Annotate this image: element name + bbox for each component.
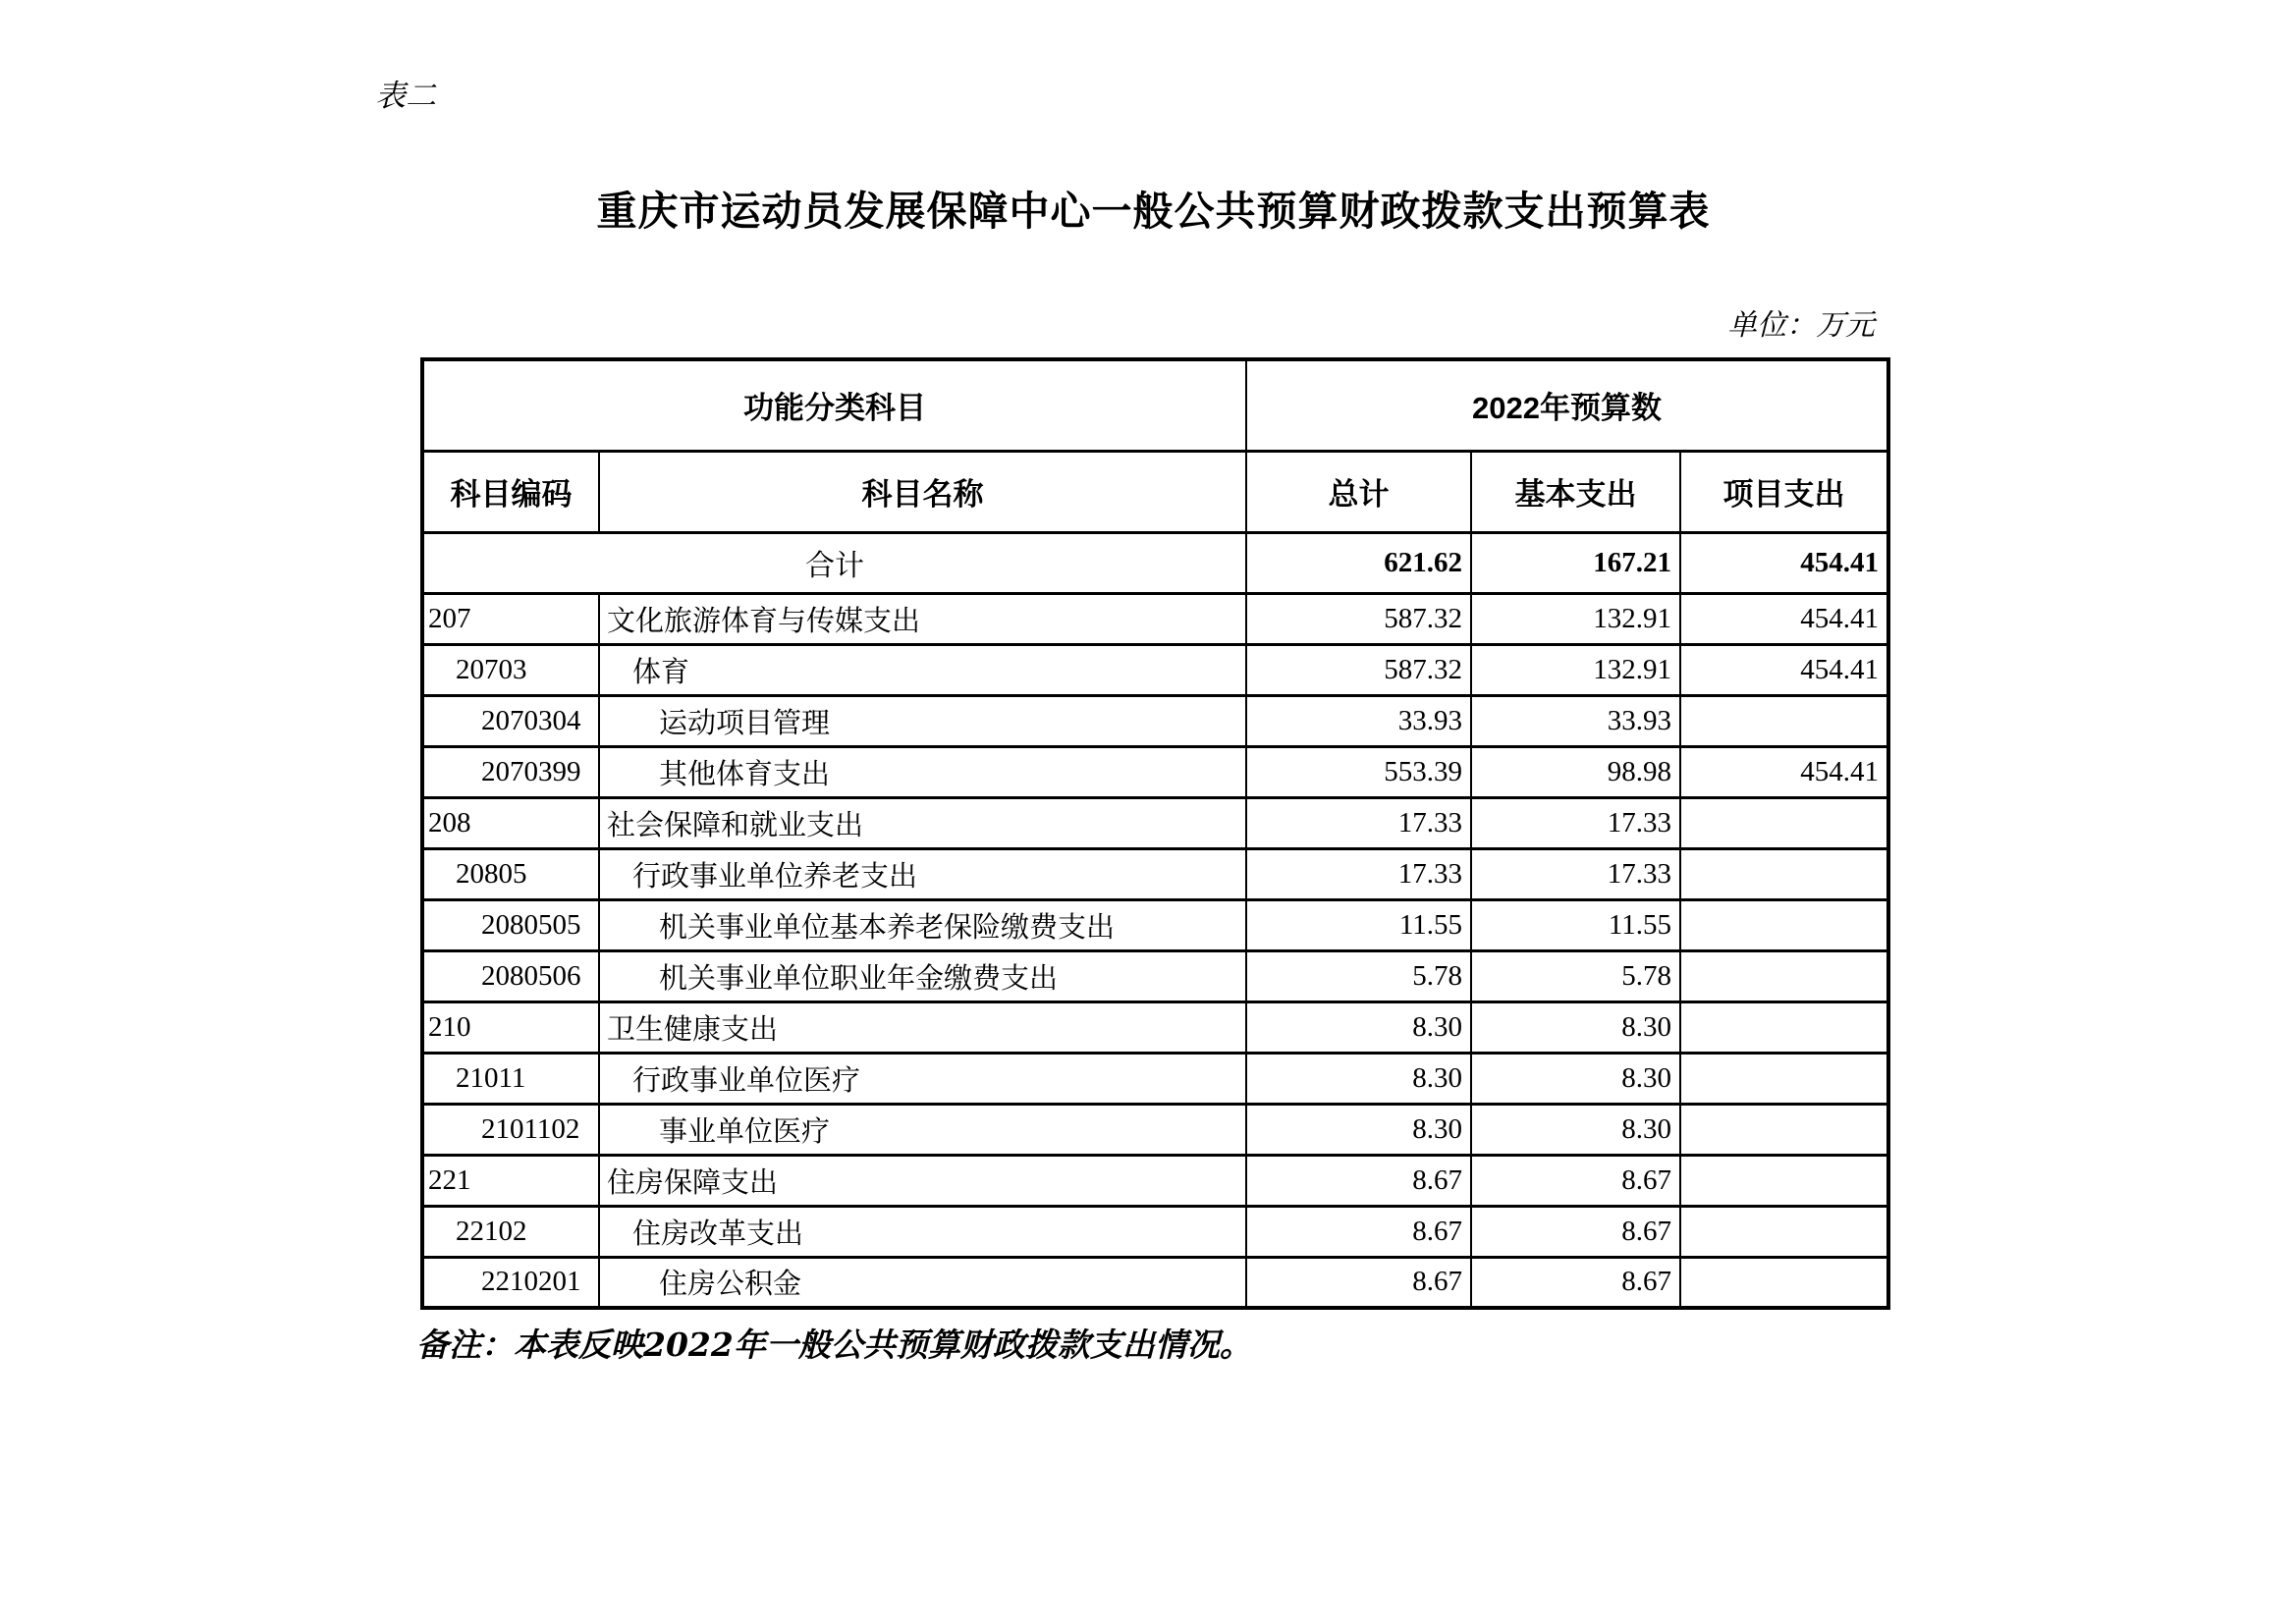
cell-basic: 17.33 (1471, 848, 1680, 899)
cell-code: 2080506 (422, 950, 599, 1001)
cell-name: 住房保障支出 (599, 1155, 1246, 1206)
table-row (422, 797, 1888, 848)
cell-total: 17.33 (1246, 848, 1471, 899)
cell-name: 社会保障和就业支出 (599, 797, 1246, 848)
header-col-basic: 基本支出 (1471, 451, 1680, 532)
cell-total: 5.78 (1246, 950, 1471, 1001)
cell-code: 2080505 (422, 899, 599, 950)
table-row (422, 1206, 1888, 1257)
cell-name: 文化旅游体育与传媒支出 (599, 593, 1246, 644)
table-row (422, 1155, 1888, 1206)
cell-name: 行政事业单位医疗 (599, 1053, 1246, 1104)
cell-code: 207 (422, 593, 599, 644)
cell-basic: 5.78 (1471, 950, 1680, 1001)
cell-project (1680, 950, 1888, 1001)
cell-project (1680, 695, 1888, 746)
cell-project (1680, 1206, 1888, 1257)
cell-basic: 33.93 (1471, 695, 1680, 746)
cell-total: 8.30 (1246, 1104, 1471, 1155)
cell-project: 454.41 (1680, 644, 1888, 695)
total-row-total: 621.62 (1246, 532, 1471, 593)
cell-total: 8.67 (1246, 1155, 1471, 1206)
cell-basic: 8.67 (1471, 1155, 1680, 1206)
header-group-row (422, 359, 1888, 451)
table-row (422, 1104, 1888, 1155)
header-col-name: 科目名称 (599, 451, 1246, 532)
cell-project: 454.41 (1680, 593, 1888, 644)
cell-project (1680, 1001, 1888, 1053)
cell-total: 33.93 (1246, 695, 1471, 746)
header-col-project: 项目支出 (1680, 451, 1888, 532)
cell-basic: 132.91 (1471, 593, 1680, 644)
cell-code: 221 (422, 1155, 599, 1206)
cell-code: 2101102 (422, 1104, 599, 1155)
table-row (422, 644, 1888, 695)
cell-basic: 8.67 (1471, 1206, 1680, 1257)
cell-basic: 17.33 (1471, 797, 1680, 848)
cell-name: 住房公积金 (599, 1257, 1246, 1308)
header-columns-row (422, 451, 1888, 532)
table-row (422, 593, 1888, 644)
header-group-function: 功能分类科目 (422, 359, 1246, 451)
table-row (422, 848, 1888, 899)
cell-basic: 8.30 (1471, 1001, 1680, 1053)
table-row (422, 695, 1888, 746)
cell-basic: 8.30 (1471, 1053, 1680, 1104)
cell-project: 454.41 (1680, 746, 1888, 797)
table-row (422, 899, 1888, 950)
cell-total: 17.33 (1246, 797, 1471, 848)
cell-project (1680, 1053, 1888, 1104)
cell-code: 22102 (422, 1206, 599, 1257)
budget-table (420, 357, 1890, 1310)
cell-total: 553.39 (1246, 746, 1471, 797)
cell-code: 20805 (422, 848, 599, 899)
cell-total: 8.67 (1246, 1257, 1471, 1308)
table-row (422, 1257, 1888, 1308)
cell-project (1680, 797, 1888, 848)
cell-project (1680, 1104, 1888, 1155)
table-row (422, 950, 1888, 1001)
cell-name: 体育 (599, 644, 1246, 695)
cell-total: 587.32 (1246, 644, 1471, 695)
cell-basic: 11.55 (1471, 899, 1680, 950)
cell-total: 8.30 (1246, 1001, 1471, 1053)
cell-total: 11.55 (1246, 899, 1471, 950)
table-row (422, 746, 1888, 797)
cell-basic: 98.98 (1471, 746, 1680, 797)
table-header (422, 359, 1888, 532)
table-row (422, 1053, 1888, 1104)
page-title: 重庆市运动员发展保障中心一般公共预算财政拨款支出预算表 (596, 189, 1711, 234)
cell-project (1680, 899, 1888, 950)
cell-code: 210 (422, 1001, 599, 1053)
total-row-label: 合计 (422, 532, 1246, 593)
cell-project (1680, 848, 1888, 899)
table-row (422, 1001, 1888, 1053)
cell-basic: 132.91 (1471, 644, 1680, 695)
cell-code: 208 (422, 797, 599, 848)
cell-name: 机关事业单位职业年金缴费支出 (599, 950, 1246, 1001)
cell-name: 住房改革支出 (599, 1206, 1246, 1257)
header-group-budget-2022: 2022年预算数 (1246, 359, 1888, 451)
total-row-basic: 167.21 (1471, 532, 1680, 593)
cell-code: 21011 (422, 1053, 599, 1104)
cell-basic: 8.67 (1471, 1257, 1680, 1308)
header-col-total: 总计 (1246, 451, 1471, 532)
cell-code: 2210201 (422, 1257, 599, 1308)
total-row (422, 532, 1888, 593)
cell-total: 8.30 (1246, 1053, 1471, 1104)
cell-total: 8.67 (1246, 1206, 1471, 1257)
cell-total: 587.32 (1246, 593, 1471, 644)
cell-name: 卫生健康支出 (599, 1001, 1246, 1053)
cell-project (1680, 1155, 1888, 1206)
header-col-code: 科目编码 (422, 451, 599, 532)
total-row-project: 454.41 (1680, 532, 1888, 593)
cell-name: 运动项目管理 (599, 695, 1246, 746)
cell-code: 20703 (422, 644, 599, 695)
cell-code: 2070304 (422, 695, 599, 746)
unit-note: 单位：万元 (1727, 308, 1875, 343)
cell-code: 2070399 (422, 746, 599, 797)
table-body (422, 532, 1888, 1308)
cell-name: 行政事业单位养老支出 (599, 848, 1246, 899)
cell-name: 其他体育支出 (599, 746, 1246, 797)
table-number-label: 表二 (375, 79, 436, 114)
cell-project (1680, 1257, 1888, 1308)
cell-name: 事业单位医疗 (599, 1104, 1246, 1155)
footnote: 备注：本表反映2022年一般公共预算财政拨款支出情况。 (416, 1325, 1252, 1364)
cell-name: 机关事业单位基本养老保险缴费支出 (599, 899, 1246, 950)
cell-basic: 8.30 (1471, 1104, 1680, 1155)
